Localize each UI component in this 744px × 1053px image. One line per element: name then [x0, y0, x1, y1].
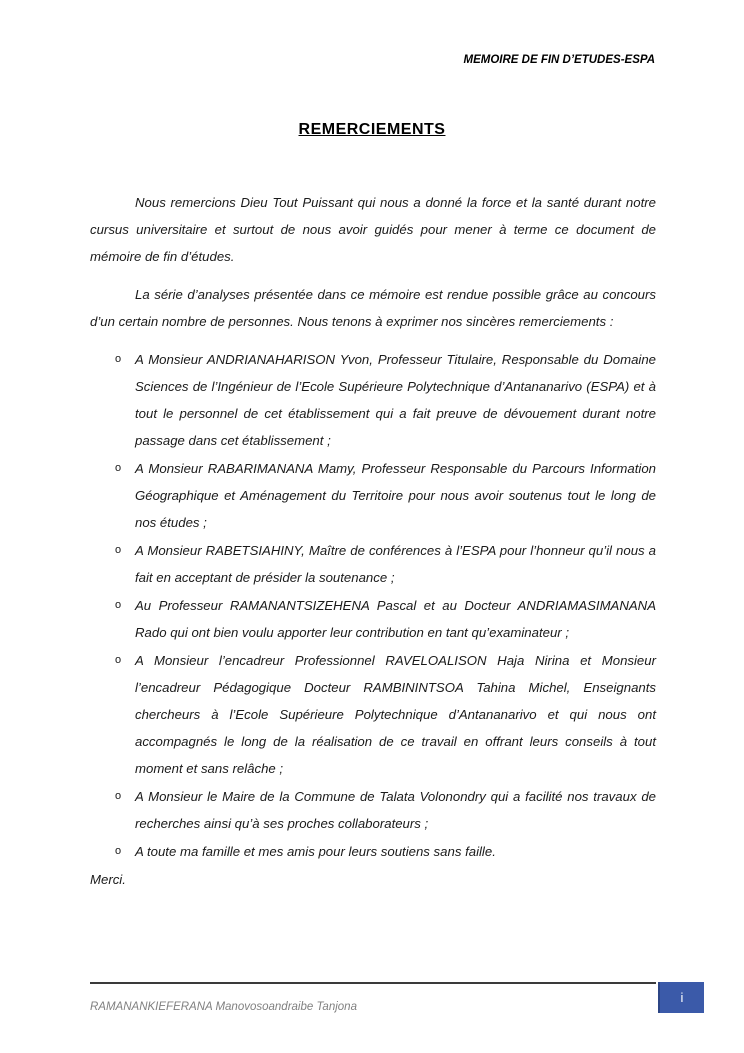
acknowledgement-list [90, 346, 656, 865]
list-item [90, 537, 656, 591]
footer-author: RAMANANKIEFERANA Manovosoandraibe Tanjona [90, 1001, 357, 1013]
paragraph: Nous remercions Dieu Tout Puissant qui nous a donné la force et la santé durant notre cursus universitaire et surtout de nous avoir guidés pour mener à terme ce document de mémoire de fin d’études. [90, 195, 656, 264]
list-item-text: A Monsieur RABETSIAHINY, Maître de conférences à l’ESPA pour l’honneur qu’il nous a fait en acceptant de présider la soutenance ; [135, 543, 656, 585]
paragraph: La série d’analyses présentée dans ce mémoire est rendue possible grâce au concours d’un certain nombre de personnes. Nous tenons à exprimer nos sincères remerciements : [90, 287, 656, 329]
list-item [90, 592, 656, 646]
list-item [90, 783, 656, 837]
list-item-text: Au Professeur RAMANANTSIZEHENA Pascal et au Docteur ANDRIAMASIMANANA Rado qui ont bien voulu apporter leur contribution en tant qu’examinateur ; [135, 598, 656, 640]
page-title [0, 121, 744, 139]
bullet-icon: o [115, 845, 122, 857]
document-body [90, 189, 656, 904]
bullet-icon: o [115, 599, 122, 611]
running-header: MEMOIRE DE FIN D’ETUDES-ESPA [463, 54, 655, 66]
list-item-text: A toute ma famille et mes amis pour leurs soutiens sans faille. [135, 844, 496, 859]
page-number-badge [658, 982, 704, 1013]
page-title-text: REMERCIEMENTS [298, 121, 446, 138]
bullet-icon: o [115, 544, 122, 556]
page-number: i [680, 990, 684, 1005]
list-item-text: A Monsieur l’encadreur Professionnel RAVELOALISON Haja Nirina et Monsieur l’encadreur Pédagogique Docteur RAMBININTSOA Tahina Michel, Enseignants chercheurs à l’Ecole Supérieure Polytechnique d’Antananarivo et qui nous ont accompagnés le long de la réalisation de ce travail en offrant leurs conseils à tout moment et sans relâche ; [135, 653, 656, 776]
footer-divider [90, 982, 656, 984]
list-item-text: A Monsieur RABARIMANANA Mamy, Professeur Responsable du Parcours Information Géographique et Aménagement du Territoire pour nous avoir soutenus tout le long de nos études ; [135, 461, 656, 530]
list-item [90, 647, 656, 782]
list-item [90, 838, 656, 865]
bullet-icon: o [115, 654, 122, 666]
list-item [90, 346, 656, 454]
bullet-icon: o [115, 790, 122, 802]
list-item-text: A Monsieur ANDRIANAHARISON Yvon, Professeur Titulaire, Responsable du Domaine Sciences de l’Ingénieur de l’Ecole Supérieure Polytechnique d’Antananarivo (ESPA) et à tout le personnel de cet établissement qui a fait preuve de dévouement durant notre passage dans cet établissement ; [135, 352, 656, 448]
bullet-icon: o [115, 462, 122, 474]
list-item-text: A Monsieur le Maire de la Commune de Talata Volonondry qui a facilité nos travaux de recherches ainsi qu’à ses proches collaborateurs ; [135, 789, 656, 831]
list-item [90, 455, 656, 536]
closing-word: Merci. [90, 872, 126, 887]
bullet-icon: o [115, 353, 122, 365]
